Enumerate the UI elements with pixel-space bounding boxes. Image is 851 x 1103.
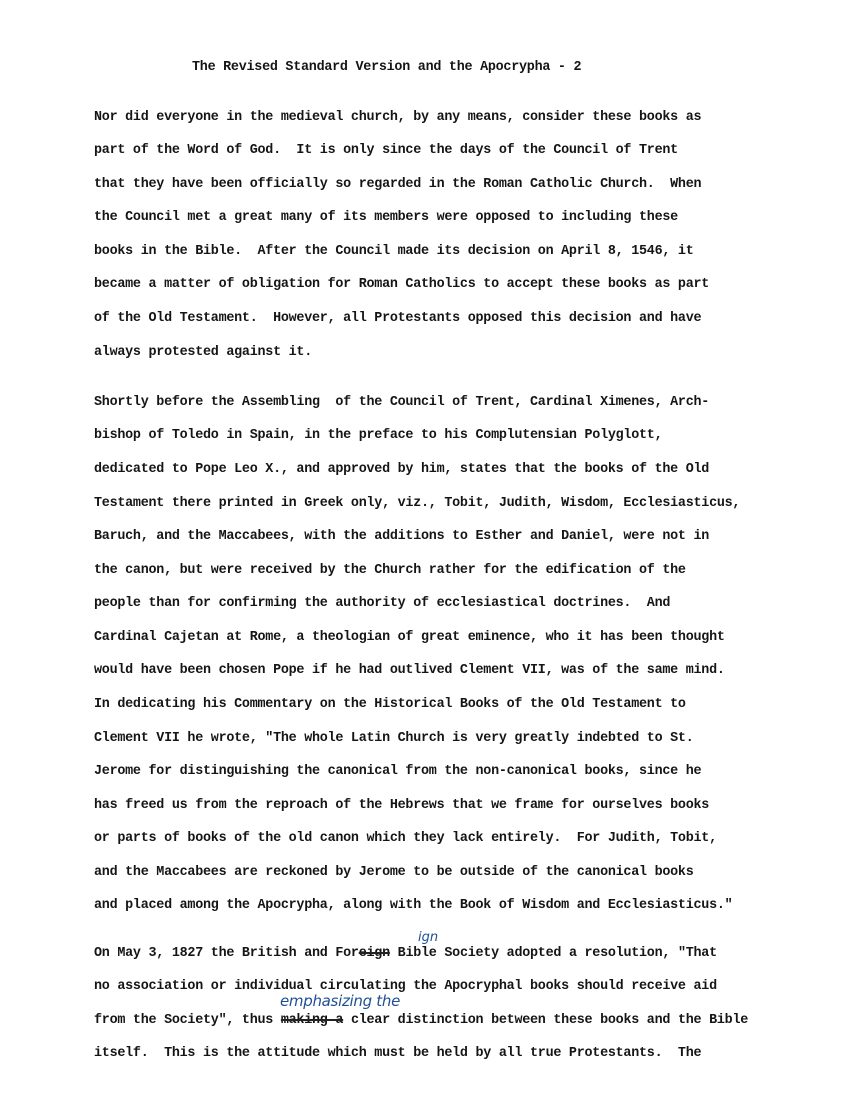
handwritten-insertion: emphasizing the (280, 992, 400, 1010)
text-line: would have been chosen Pope if he had outlived Clement VII, was of the same mind. (94, 663, 725, 678)
text-line: became a matter of obligation for Roman Catholics to accept these books as part (94, 277, 710, 292)
text-line: the canon, but were received by the Church rather for the edification of the (94, 563, 686, 578)
struck-text: making a (280, 1013, 344, 1028)
text-segment: On May 3, 1827 the British and For (94, 946, 359, 961)
text-line: Jerome for distinguishing the canonical from the non-canonical books, since he (94, 764, 702, 779)
text-line: In dedicating his Commentary on the Historical Books of the Old Testament to (94, 697, 686, 712)
text-line: has freed us from the reproach of the Hebrews that we frame for ourselves books (94, 798, 710, 813)
text-line: people than for confirming the authority of ecclesiastical doctrines. And (94, 596, 671, 611)
text-line: of the Old Testament. However, all Protestants opposed this decision and have (94, 311, 702, 326)
text-line: that they have been officially so regarded in the Roman Catholic Church. When (94, 177, 702, 192)
struck-text: eign (358, 946, 390, 961)
text-line: Shortly before the Assembling of the Council of Trent, Cardinal Ximenes, Arch- (94, 395, 710, 410)
page-title: The Revised Standard Version and the Apocrypha - 2 (192, 60, 582, 75)
text-line: Cardinal Cajetan at Rome, a theologian of great eminence, who it has been thought (94, 630, 725, 645)
text-line (94, 1013, 748, 1029)
text-line: or parts of books of the old canon which they lack entirely. For Judith, Tobit, (94, 831, 717, 846)
text-line: part of the Word of God. It is only since the days of the Council of Trent (94, 143, 678, 158)
text-line: always protested against it. (94, 345, 312, 360)
text-line: no association or individual circulating the Apocryphal books should receive aid (94, 979, 717, 994)
text-segment: clear distinction between these books and the Bible (343, 1013, 749, 1028)
text-line: books in the Bible. After the Council made its decision on April 8, 1546, it (94, 244, 694, 259)
text-segment: from the Society", thus (94, 1013, 281, 1028)
text-segment: Bible Society adopted a resolution, "That (389, 946, 717, 961)
text-line: and the Maccabees are reckoned by Jerome to be outside of the canonical books (94, 865, 694, 880)
text-line: Clement VII he wrote, "The whole Latin Church is very greatly indebted to St. (94, 731, 694, 746)
handwritten-insertion: ign (418, 930, 439, 945)
text-line: itself. This is the attitude which must be held by all true Protestants. The (94, 1046, 702, 1061)
text-line: the Council met a great many of its members were opposed to including these (94, 210, 678, 225)
text-line: Baruch, and the Maccabees, with the additions to Esther and Daniel, were not in (94, 529, 710, 544)
text-line (94, 946, 717, 962)
text-line: Nor did everyone in the medieval church, by any means, consider these books as (94, 110, 702, 125)
text-line: and placed among the Apocrypha, along with the Book of Wisdom and Ecclesiasticus." (94, 898, 733, 913)
text-line: dedicated to Pope Leo X., and approved by him, states that the books of the Old (94, 462, 710, 477)
text-line: Testament there printed in Greek only, viz., Tobit, Judith, Wisdom, Ecclesiasticus, (94, 496, 741, 511)
text-line: bishop of Toledo in Spain, in the preface to his Complutensian Polyglott, (94, 428, 663, 443)
